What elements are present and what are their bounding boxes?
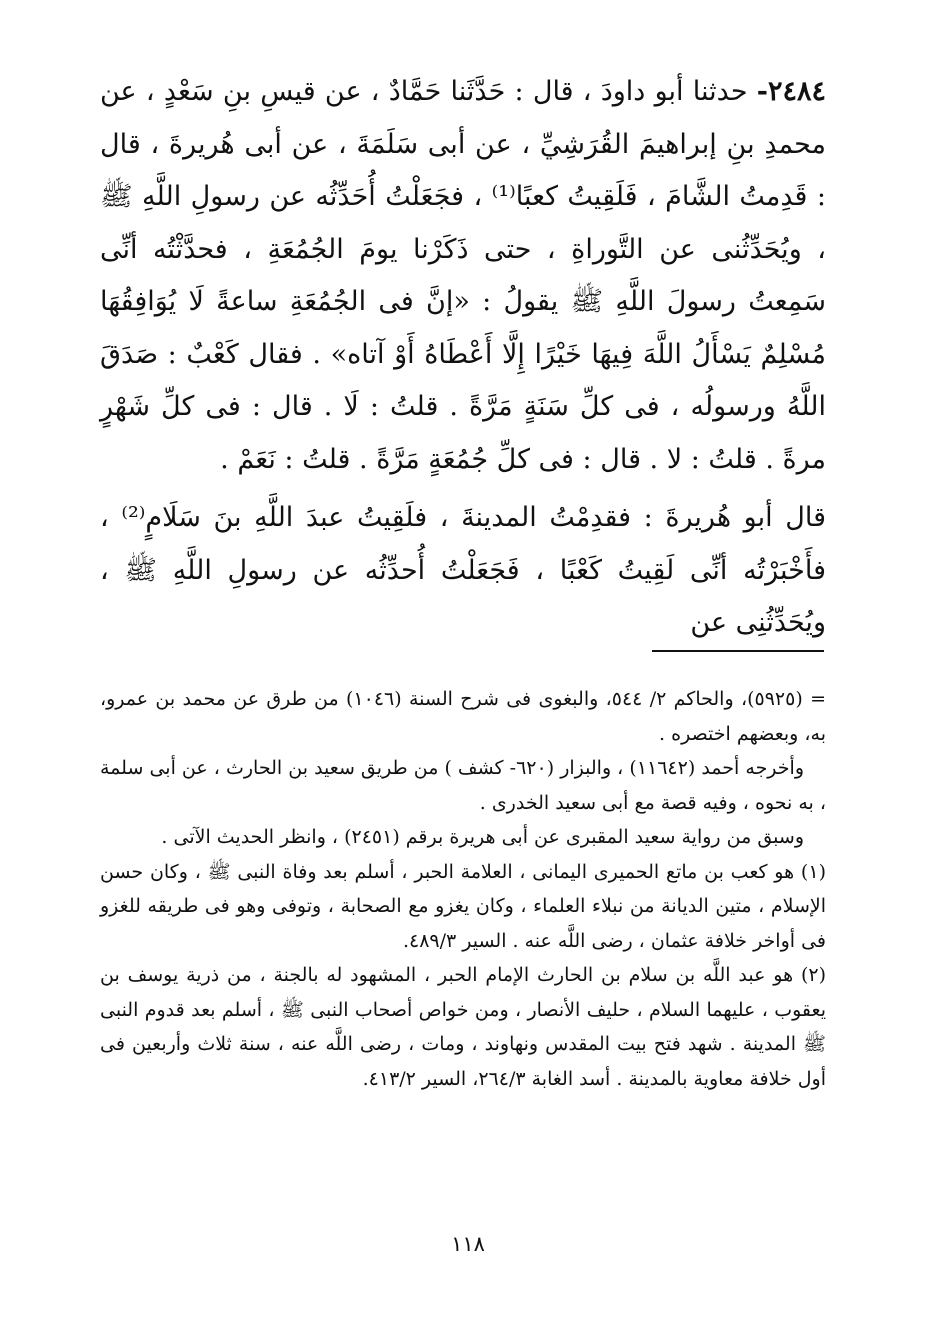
- hadith-paragraph: [100, 66, 826, 486]
- hadith-number: ٢٤٨٤-: [756, 76, 826, 107]
- footnote-line: وسبق من رواية سعيد المقبرى عن أبى هريرة برقم (٢٤٥١) ، وانظر الحديث الآتى .: [161, 826, 804, 848]
- footnote-divider: [652, 650, 824, 652]
- footnote-1: (١) هو كعب بن ماتع الحميرى اليمانى ، العلامة الحبر ، أسلم بعد وفاة النبى ﷺ ، وكان حسن الإسلام ، متين الديانة من نبلاء العلماء ، وكان يغزو مع الصحابة ، وتوفى وهو فى طريقه للغزو فى أواخر خلافة عثمان ، رضى اللَّه عنه . السير ٤٨٩/٣.: [100, 860, 826, 952]
- page-number: ١١٨: [451, 1232, 485, 1256]
- footnote-line: وأخرجه أحمد (١١٦٤٢) ، والبزار (٦٢٠- كشف ) من طريق سعيد بن الحارث ، عن أبى سلمة ، به نحوه ، وفيه قصة مع أبى سعيد الخدرى .: [100, 757, 826, 814]
- footnotes: [100, 682, 826, 1096]
- main-text: [100, 66, 826, 650]
- hadith-text: حدثنا أبو داودَ ، قال : حَدَّثَنا حَمَّادٌ ، عن قيسِ بنِ سَعْدٍ ، عن محمدِ بنِ إبراهيمَ القُرَشِيِّ ، عن أبى سَلَمَةَ ، عن أبى هُريرةَ ، قال : قَدِمتُ الشَّامَ ، فَلَقِيتُ كعبًا⁽¹⁾ ، فجَعَلْتُ أُحَدِّثُه عن رسولِ اللَّهِ ﷺ ، ويُحَدِّثُنى عن التَّوراةِ ، حتى ذَكَرْنا يومَ الجُمُعَةِ ، فحدَّثْتُه أنِّى سَمِعتُ رسولَ اللَّهِ ﷺ يقولُ : «إنَّ فى الجُمُعَةِ ساعةً لَا يُوَافِقُهَا مُسْلِمٌ يَسْأَلُ اللَّهَ فِيهَا خَيْرًا إِلَّا أَعْطَاهُ أَوْ آتاه» . فقال كَعْبٌ : صَدَقَ اللَّهُ ورسولُه ، فى كلِّ سَنَةٍ مَرَّةً . قلتُ : لَا . قال : فى كلِّ شَهْرٍ مرةً . قلتُ : لا . قال : فى كلِّ جُمُعَةٍ مَرَّةً . قلتُ : نَعَمْ .: [100, 76, 826, 475]
- footnote-line: = (٥٩٢٥)، والحاكم ٢/ ٥٤٤، والبغوى فى شرح السنة (١٠٤٦) من طرق عن محمد بن عمرو، به، وبعضهم اختصره .: [100, 688, 826, 745]
- footnote-2: (٢) هو عبد اللَّه بن سلام بن الحارث الإمام الحبر ، المشهود له بالجنة ، من ذرية يوسف بن يعقوب ، عليهما السلام ، حليف الأنصار ، ومن خواص أصحاب النبى ﷺ ، أسلم بعد قدوم النبى ﷺ المدينة . شهد فتح بيت المقدس ونهاوند ، ومات ، رضى اللَّه عنه ، سنة ثلاث وأربعين فى أول خلافة معاوية بالمدينة . أسد الغابة ٢٦٤/٣، السير ٤١٣/٢.: [100, 964, 826, 1090]
- continuation-paragraph: قال أبو هُريرةَ : فقدِمْتُ المدينةَ ، فلَقِيتُ عبدَ اللَّهِ بنَ سَلَامٍ⁽²⁾ ، فأَخْبَرْتُه أنِّى لَقِيتُ كَعْبًا ، فَجَعَلْتُ أُحدِّثُه عن رسولِ اللَّهِ ﷺ ، ويُحَدِّثُنِى عن: [100, 502, 826, 638]
